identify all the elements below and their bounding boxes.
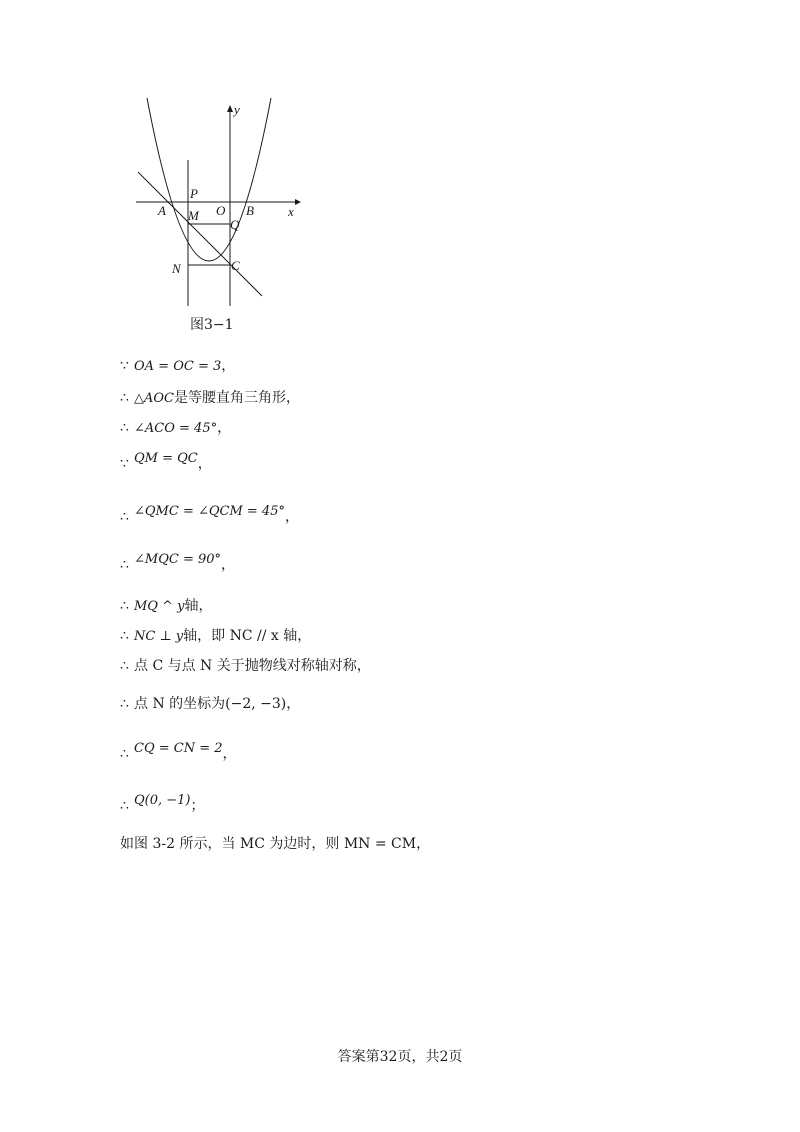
solution-line — [120, 451, 212, 475]
label-b: B — [246, 203, 254, 218]
line-text: ； — [190, 798, 205, 814]
solution-line — [120, 626, 311, 647]
line-text: 轴， — [184, 598, 213, 614]
math-expression: OA = OC = 3 — [134, 359, 222, 374]
reason-symbol: ∵ — [120, 456, 129, 472]
label-x: x — [288, 204, 294, 219]
solution-line — [120, 388, 300, 409]
reason-symbol: ∴ — [120, 598, 129, 614]
line-text: 是等腰直角三角形， — [174, 390, 300, 406]
label-y: y — [234, 102, 240, 117]
reason-symbol: ∴ — [120, 696, 129, 712]
math-expression: ∠ACO = 45° — [134, 421, 218, 436]
line-text: ， — [217, 420, 232, 436]
solution-line — [120, 656, 371, 677]
math-expression: CQ = CN = 2 — [134, 741, 223, 756]
math-expression: ∠QMC = ∠QCM = 45° — [134, 504, 285, 519]
line-text: ， — [284, 509, 299, 525]
figure-caption: 图3−1 — [190, 317, 234, 333]
line-ac — [138, 172, 262, 296]
label-m: M — [188, 208, 199, 223]
reason-symbol: ∴ — [120, 658, 129, 674]
solution-line — [120, 596, 212, 617]
reason-symbol: ∴ — [120, 390, 129, 406]
reason-symbol: ∴ — [120, 798, 129, 814]
line-text: ， — [222, 746, 237, 762]
parabola-curve — [147, 98, 271, 261]
reason-symbol: ∴ — [120, 628, 129, 644]
x-axis-arrow — [295, 199, 301, 205]
label-c: C — [231, 258, 240, 273]
solution-line — [120, 793, 205, 817]
y-axis-arrow — [227, 105, 233, 112]
solution-line — [120, 356, 235, 377]
reason-symbol: ∴ — [120, 420, 129, 436]
line-text: ， — [221, 358, 236, 374]
line-text: 点 C 与点 N 关于抛物线对称轴对称， — [134, 658, 371, 674]
reason-symbol: ∴ — [120, 557, 129, 573]
label-p: P — [190, 186, 198, 201]
solution-line — [120, 552, 236, 576]
math-expression: NC ⊥ y — [134, 629, 184, 644]
line-text: 如图 3-2 所示，当 MC 为边时，则 MN = CM， — [120, 836, 431, 852]
line-text: ， — [221, 557, 236, 573]
reason-symbol: ∴ — [120, 509, 129, 525]
line-text: ， — [197, 456, 212, 472]
line-text: 点 N 的坐标为(−2, −3)， — [134, 696, 301, 712]
math-expression: Q(0, −1) — [134, 793, 191, 808]
label-o: O — [216, 203, 226, 218]
solution-line — [120, 741, 237, 765]
label-n: N — [172, 261, 181, 276]
math-expression: MQ ^ y — [134, 599, 185, 614]
parabola-diagram — [130, 92, 310, 312]
math-expression: QM = QC — [134, 451, 198, 466]
parabola-figure — [130, 92, 310, 312]
math-expression: ∠MQC = 90° — [134, 552, 222, 567]
math-expression: △AOC — [134, 391, 174, 406]
line-text: 轴，即 NC // x 轴， — [183, 628, 312, 644]
reason-symbol: ∵ — [120, 358, 129, 374]
label-q: Q — [230, 217, 240, 232]
reason-symbol: ∴ — [120, 746, 129, 762]
label-a: A — [158, 203, 166, 218]
page-footer: 答案第32页，共2页 — [337, 1049, 463, 1065]
solution-line — [120, 694, 300, 715]
solution-line — [120, 418, 231, 439]
solution-line — [120, 834, 430, 855]
solution-line — [120, 504, 299, 528]
